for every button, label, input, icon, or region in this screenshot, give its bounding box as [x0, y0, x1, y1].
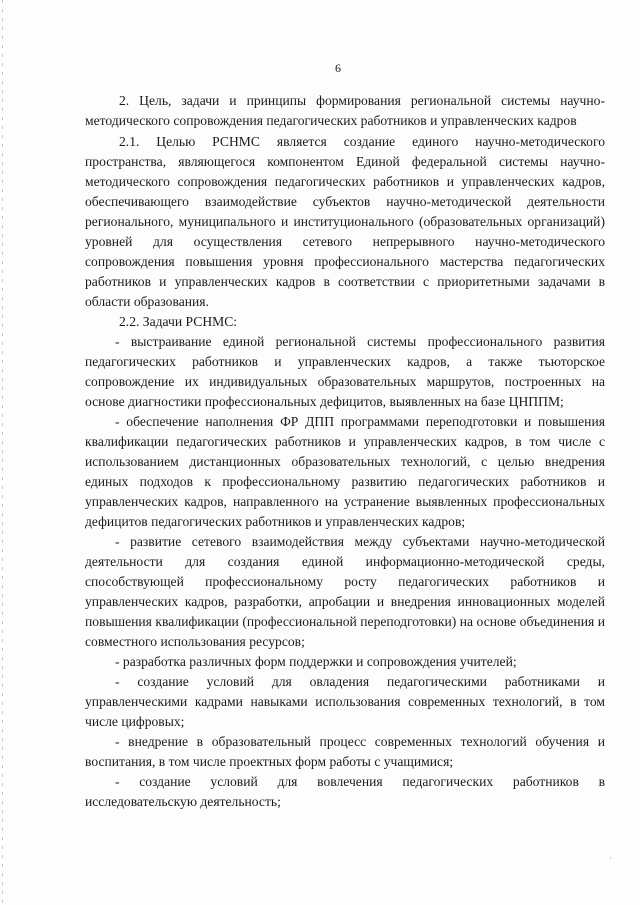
task-item-1: - выстраивание единой региональной системы профессионального развития педагогических работников и управленческих кадров, а также тьюторское сопровождение их индивидуальных образовательных маршрутов, построенных на основе диагностики профессиональных дефицитов, выявленных на базе ЦНППМ; — [85, 334, 605, 409]
scan-edge-marks — [2, 0, 3, 905]
document-body — [85, 91, 605, 812]
task-item-5: - создание условий для овладения педагогическими работниками и управленческими кадрами навыками использования современных технологий, в том числе цифровых; — [85, 674, 605, 729]
goal-paragraph: 2.1. Целью РСНМС является создание единого научно-методического пространства, являющегося компонентом Единой федеральной системы научно-методического сопровождения педагогических работников и управленческих кадров, обеспечивающего взаимодействие субъектов научно-методической деятельности регионального, муниципального и институционального (образовательных организаций) уровней для осуществления сетевого непрерывного научно-методического сопровождения повышения уровня профессионального мастерства педагогических работников и управленческих кадров в соответствии с приоритетными задачами в области образования. — [85, 134, 605, 309]
task-item-7: - создание условий для вовлечения педагогических работников в исследовательскую деятельность; — [85, 774, 605, 809]
page-number: 6 — [335, 61, 341, 75]
section-heading: 2. Цель, задачи и принципы формирования региональной системы научно-методического сопровождения педагогических работников и управленческих кадров — [85, 93, 605, 128]
scan-speck: · — [609, 853, 612, 863]
task-item-4: - разработка различных форм поддержки и сопровождения учителей; — [115, 654, 517, 669]
task-item-2: - обеспечение наполнения ФР ДПП программами переподготовки и повышения квалификации педагогических работников и управленческих кадров, в том числе с использованием дистанционных образовательных технологий, с целью внедрения единых подходов к профессиональному развитию педагогических работников и управленческих кадров, направленного на устранение выявленных профессиональных дефицитов педагогических работников и управленческих кадров; — [85, 414, 605, 529]
tasks-heading: 2.2. Задачи РСНМС: — [119, 314, 238, 329]
task-item-6: - внедрение в образовательный процесс современных технологий обучения и воспитания, в том числе проектных форм работы с учащимися; — [85, 734, 605, 769]
task-item-3: - развитие сетевого взаимодействия между субъектами научно-методической деятельности для создания единой информационно-методической среды, способствующей профессиональному росту педагогических работников и управленческих кадров, разработки, апробации и внедрения инновационных моделей повышения квалификации (профессиональной переподготовки) на основе объединения и совместного использования ресурсов; — [85, 534, 605, 649]
